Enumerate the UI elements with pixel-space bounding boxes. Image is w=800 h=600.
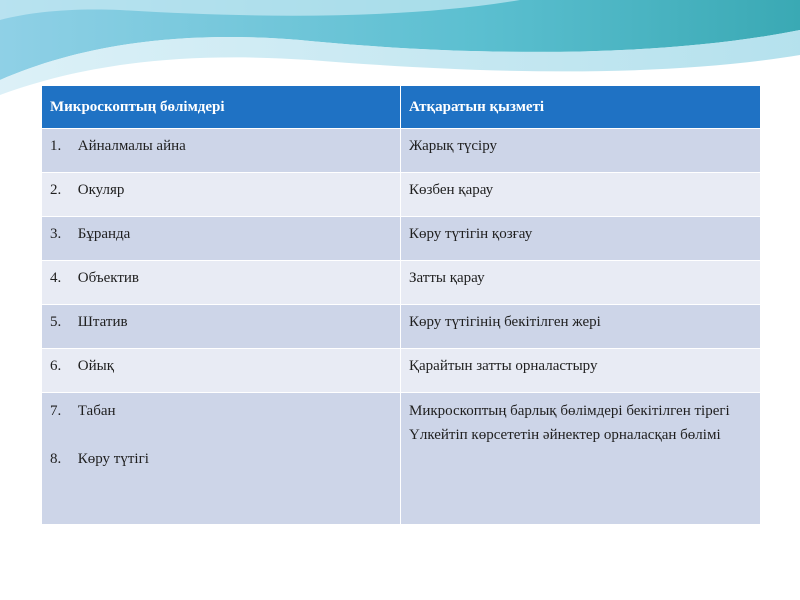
function-cell: Жарық түсіру [401, 129, 761, 173]
part-name: Айналмалы айна [77, 138, 186, 154]
table-row [42, 305, 761, 349]
function-cell [401, 393, 761, 525]
part-line [50, 447, 392, 471]
row-number: 6. [50, 358, 62, 374]
part-cell [42, 129, 401, 173]
part-cell [42, 173, 401, 217]
part-cell [42, 349, 401, 393]
function-cell: Көру түтігінің бекітілген жері [401, 305, 761, 349]
part-name: Ойық [77, 358, 114, 374]
line-spacer [50, 423, 392, 447]
row-number: 7. [50, 403, 62, 419]
table-row [42, 349, 761, 393]
header-parts: Микроскоптың бөлімдері [42, 86, 401, 129]
part-name: Штатив [77, 314, 128, 330]
table-row [42, 173, 761, 217]
table-row [42, 393, 761, 525]
part-name: Көру түтігі [77, 451, 149, 467]
header-function: Атқаратын қызметі [401, 86, 761, 129]
row-number: 8. [50, 451, 62, 467]
row-number: 1. [50, 138, 62, 154]
part-cell [42, 261, 401, 305]
table-header-row [42, 86, 761, 129]
table-row [42, 217, 761, 261]
function-text: Үлкейтіп көрсететін әйнектер орналасқан бөлімі [409, 427, 721, 443]
table-row [42, 261, 761, 305]
table-row [42, 129, 761, 173]
microscope-table-container [41, 85, 760, 525]
function-cell: Қарайтын затты орналастыру [401, 349, 761, 393]
row-number: 2. [50, 182, 62, 198]
part-name: Табан [77, 403, 116, 419]
part-name: Объектив [77, 270, 140, 286]
function-cell: Көру түтігін қозғау [401, 217, 761, 261]
part-name: Бұранда [77, 226, 131, 242]
function-cell: Затты қарау [401, 261, 761, 305]
row-number: 4. [50, 270, 62, 286]
part-cell [42, 305, 401, 349]
part-name: Окуляр [77, 182, 125, 198]
function-cell: Көзбен қарау [401, 173, 761, 217]
part-line [50, 399, 392, 423]
row-number: 5. [50, 314, 62, 330]
function-text: Микроскоптың барлық бөлімдері бекітілген тірегі [409, 403, 730, 419]
microscope-parts-table [41, 85, 761, 525]
row-number: 3. [50, 226, 62, 242]
part-cell [42, 393, 401, 525]
part-cell [42, 217, 401, 261]
